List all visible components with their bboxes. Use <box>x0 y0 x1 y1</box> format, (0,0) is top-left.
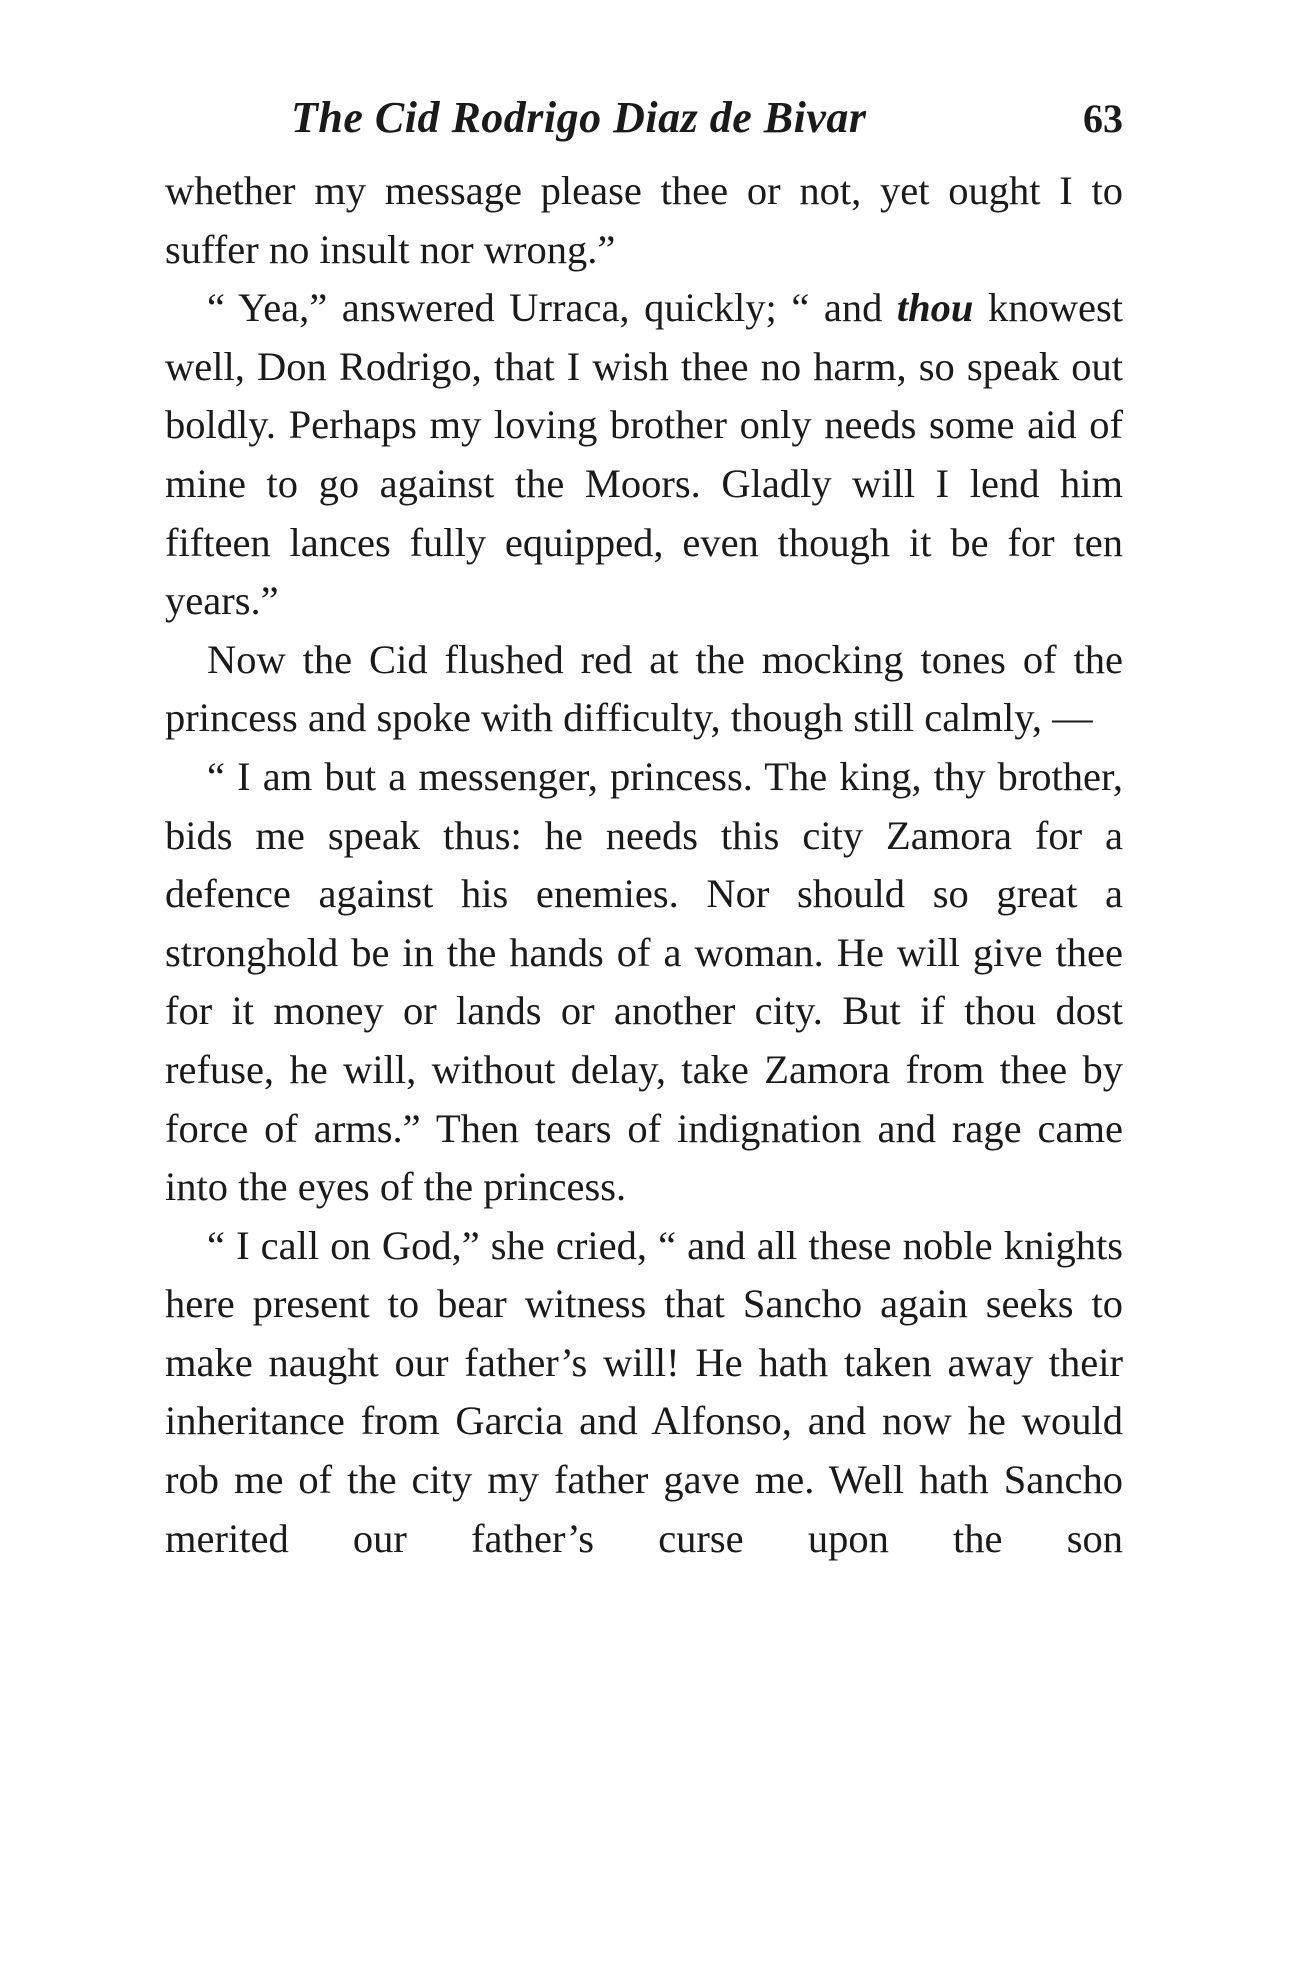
text-segment: “ I call on God,” she cried, “ and all these noble knights here present to bear witness that Sancho again seeks to make naught our father’s will! He hath taken away their inheritance from Garcia and Alfonso, and now he would rob me of the city my father gave me. Well hath Sancho merited our father’s curse upon the son <box>165 1222 1123 1561</box>
paragraph <box>165 1217 1123 1569</box>
text-segment: knowest well, Don Rodrigo, that I wish thee no harm, so speak out boldly. Perhaps my loving brother only needs some aid of mine to go against the Moors. Gladly will I lend him fifteen lances fully equipped, even though it be for ten years.” <box>165 285 1123 624</box>
running-title: The Cid Rodrigo Diaz de Bivar <box>291 93 867 142</box>
book-page <box>165 92 1123 1568</box>
body-text <box>165 162 1123 1568</box>
paragraph <box>165 279 1123 631</box>
text-segment: “ I am but a messenger, princess. The king, thy brother, bids me speak thus: he needs this city Zamora for a defence against his enemies. Nor should so great a stronghold be in the hands of a woman. He will give thee for it money or lands or another city. But if thou dost refuse, he will, without delay, take Zamora from thee by force of arms.” Then tears of indignation and rage came into the eyes of the princess. <box>165 753 1123 1210</box>
emphasis-text: thou <box>896 285 974 331</box>
text-segment: whether my message please thee or not, yet ought I to suffer no insult nor wrong.” <box>165 168 1123 272</box>
running-head <box>291 92 1123 148</box>
page-number: 63 <box>1083 96 1123 141</box>
text-segment: Now the Cid flushed red at the mocking tones of the princess and spoke with difficulty, though still calmly, — <box>165 636 1123 741</box>
paragraph <box>165 631 1123 748</box>
paragraph <box>165 748 1123 1217</box>
text-segment: “ Yea,” answered Urraca, quickly; “ and <box>207 285 897 331</box>
paragraph-continued <box>165 162 1123 279</box>
